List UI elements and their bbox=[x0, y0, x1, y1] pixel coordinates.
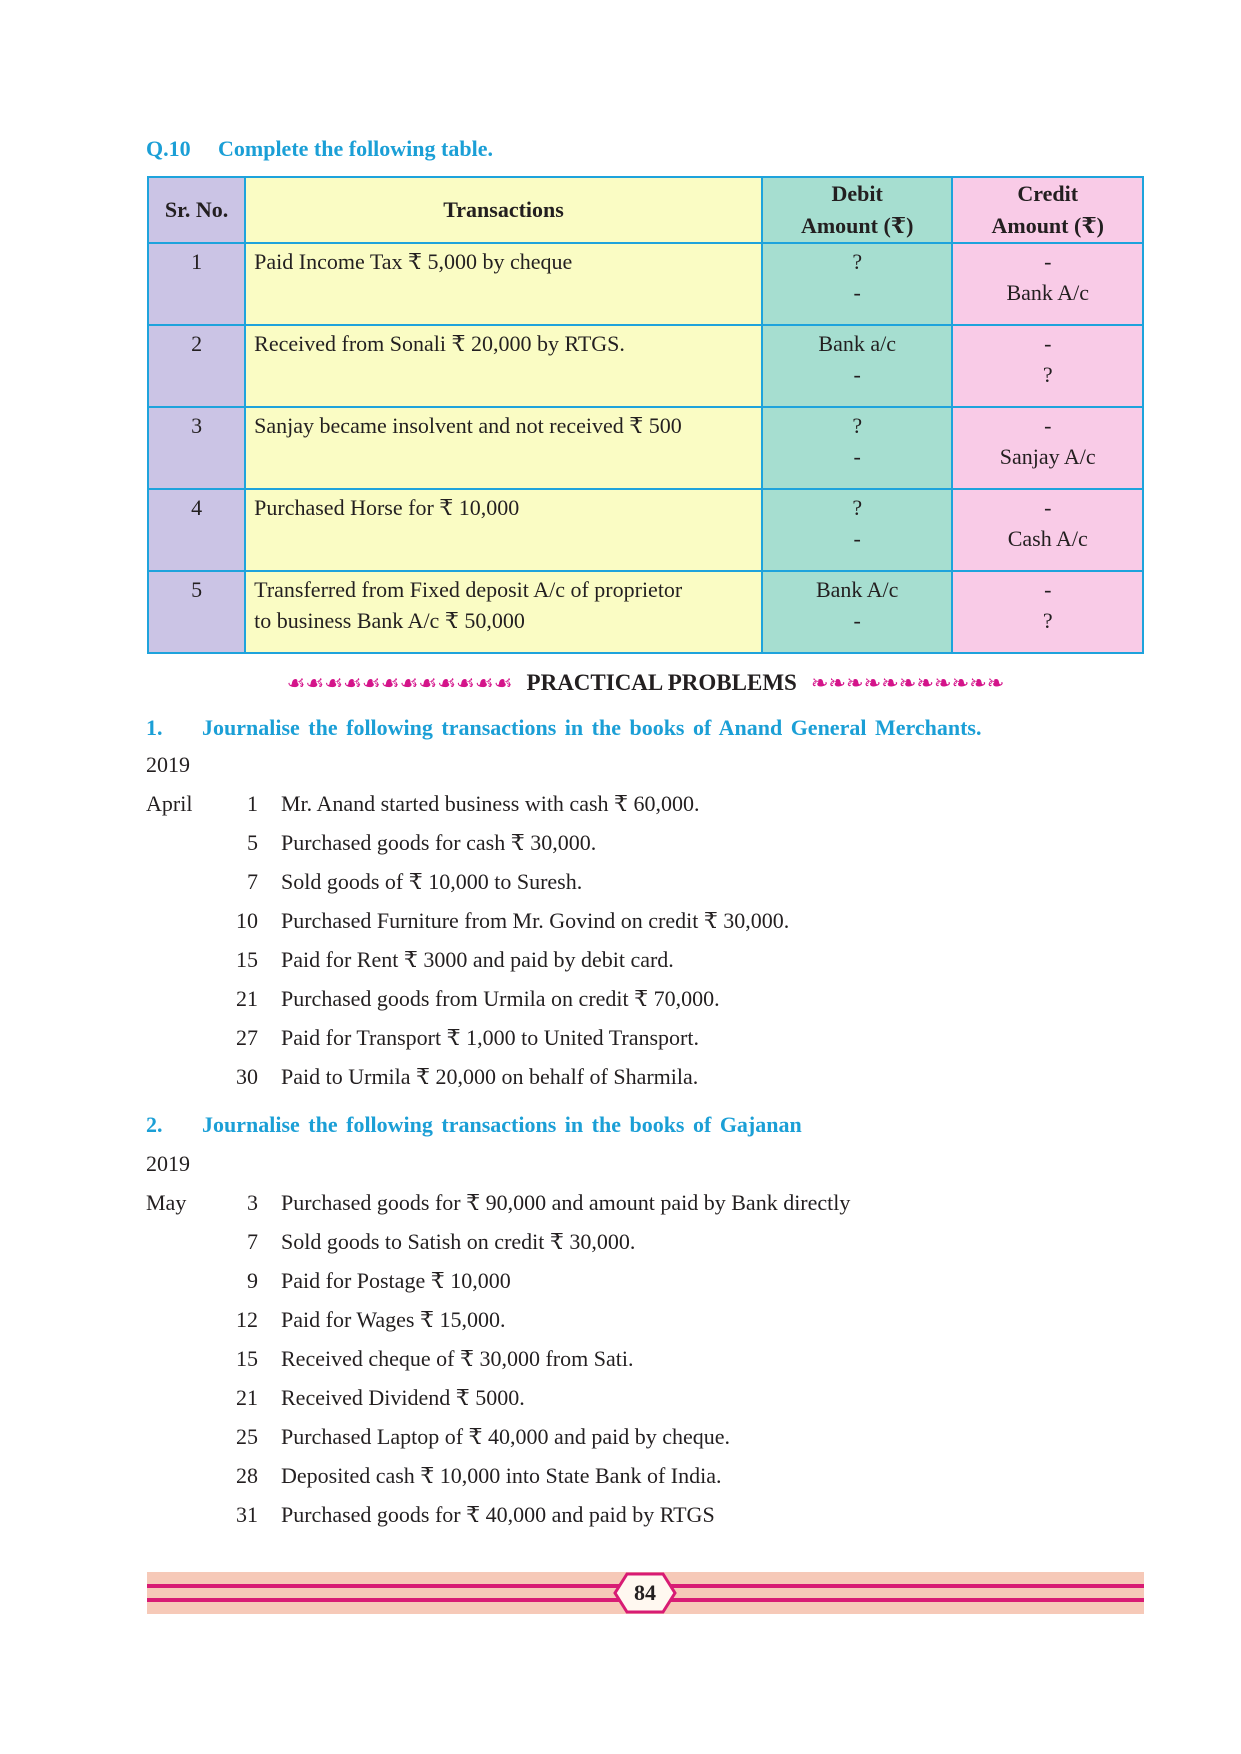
entry-text: Purchased goods for ₹ 90,000 and amount paid by Bank directly bbox=[281, 1190, 851, 1215]
entry-text: Purchased Furniture from Mr. Govind on credit ₹ 30,000. bbox=[281, 908, 790, 933]
entry-day: 5 bbox=[247, 830, 258, 855]
problem1-entries bbox=[146, 791, 1146, 1103]
entry-day: 9 bbox=[247, 1268, 258, 1293]
page-number: 84 bbox=[634, 1580, 656, 1605]
debit-line1: ? bbox=[852, 413, 863, 438]
transactions-table bbox=[147, 176, 1144, 654]
debit-line2: - bbox=[853, 526, 861, 551]
list-item bbox=[146, 830, 1146, 869]
debit-line1: ? bbox=[852, 249, 863, 274]
list-item bbox=[146, 1424, 1146, 1463]
cell-credit bbox=[952, 407, 1143, 489]
page-footer bbox=[147, 1572, 1144, 1614]
problem2-number: 2. bbox=[146, 1112, 163, 1137]
credit-line1: - bbox=[1044, 577, 1052, 602]
list-item bbox=[146, 1025, 1146, 1064]
table-row bbox=[148, 407, 1143, 489]
debit-line2: - bbox=[853, 608, 861, 633]
transaction-line: Transferred from Fixed deposit A/c of proprietor bbox=[254, 577, 683, 602]
debit-line2: - bbox=[853, 362, 861, 387]
cell-sr: 5 bbox=[148, 571, 245, 653]
entry-day: 3 bbox=[247, 1190, 258, 1215]
header-debit-line2: Amount (₹) bbox=[800, 213, 914, 238]
question-text: Complete the following table. bbox=[218, 136, 493, 161]
entry-day: 28 bbox=[236, 1463, 258, 1488]
transaction-line: to business Bank A/c ₹ 50,000 bbox=[254, 608, 525, 633]
entry-day: 15 bbox=[236, 1346, 258, 1371]
list-item bbox=[146, 791, 1146, 830]
table-header-row bbox=[148, 177, 1143, 243]
cell-debit bbox=[762, 325, 953, 407]
cell-sr: 2 bbox=[148, 325, 245, 407]
entry-text: Paid for Rent ₹ 3000 and paid by debit card. bbox=[281, 947, 674, 972]
entry-text: Mr. Anand started business with cash ₹ 60,000. bbox=[281, 791, 700, 816]
entry-day: 31 bbox=[236, 1502, 258, 1527]
entry-day: 21 bbox=[236, 986, 258, 1011]
cell-sr: 3 bbox=[148, 407, 245, 489]
cell-credit bbox=[952, 489, 1143, 571]
list-item bbox=[146, 1307, 1146, 1346]
ornament-right-icon: ❧❧❧❧❧❧❧❧❧❧❧ bbox=[810, 670, 1005, 695]
entry-day: 27 bbox=[236, 1025, 258, 1050]
entry-day: 21 bbox=[236, 1385, 258, 1410]
cell-transaction bbox=[245, 243, 762, 325]
transaction-line: Paid Income Tax ₹ 5,000 by cheque bbox=[254, 249, 573, 274]
ornament-left-icon: ☙☙☙☙☙☙☙☙☙☙☙☙ bbox=[286, 670, 513, 695]
entry-text: Received Dividend ₹ 5000. bbox=[281, 1385, 525, 1410]
problem2-title: Journalise the following transactions in the books of Gajanan bbox=[202, 1112, 802, 1137]
credit-line1: - bbox=[1044, 331, 1052, 356]
entry-day: 10 bbox=[236, 908, 258, 933]
list-item bbox=[146, 986, 1146, 1025]
transaction-line: Received from Sonali ₹ 20,000 by RTGS. bbox=[254, 331, 625, 356]
table-row bbox=[148, 571, 1143, 653]
credit-line1: - bbox=[1044, 495, 1052, 520]
header-sr-no: Sr. No. bbox=[148, 177, 245, 243]
credit-line2: ? bbox=[1042, 362, 1053, 387]
debit-line1: ? bbox=[852, 495, 863, 520]
cell-debit bbox=[762, 489, 953, 571]
header-debit bbox=[762, 177, 953, 243]
cell-sr: 1 bbox=[148, 243, 245, 325]
cell-transaction bbox=[245, 325, 762, 407]
cell-credit bbox=[952, 243, 1143, 325]
cell-transaction bbox=[245, 407, 762, 489]
entry-month: April bbox=[146, 791, 193, 816]
list-item bbox=[146, 1502, 1146, 1541]
list-item bbox=[146, 1268, 1146, 1307]
header-credit-line2: Amount (₹) bbox=[991, 213, 1104, 238]
header-transactions: Transactions bbox=[245, 177, 762, 243]
entry-day: 7 bbox=[247, 1229, 258, 1254]
entry-text: Sold goods to Satish on credit ₹ 30,000. bbox=[281, 1229, 636, 1254]
practical-problems-banner bbox=[147, 666, 1144, 700]
question-number: Q.10 bbox=[146, 136, 191, 161]
debit-line1: Bank A/c bbox=[815, 577, 899, 602]
credit-line1: - bbox=[1044, 413, 1052, 438]
entry-month: May bbox=[146, 1190, 187, 1215]
problem1-heading bbox=[146, 715, 981, 741]
credit-line2: Bank A/c bbox=[1006, 280, 1089, 305]
entry-day: 12 bbox=[236, 1307, 258, 1332]
cell-debit bbox=[762, 407, 953, 489]
table-row bbox=[148, 243, 1143, 325]
credit-line2: Sanjay A/c bbox=[999, 444, 1096, 469]
practical-problems-title: PRACTICAL PROBLEMS bbox=[526, 670, 797, 695]
cell-sr: 4 bbox=[148, 489, 245, 571]
cell-credit bbox=[952, 571, 1143, 653]
entry-text: Purchased Laptop of ₹ 40,000 and paid by cheque. bbox=[281, 1424, 730, 1449]
entry-day: 30 bbox=[236, 1064, 258, 1089]
cell-transaction bbox=[245, 571, 762, 653]
credit-line1: - bbox=[1044, 249, 1052, 274]
list-item bbox=[146, 1463, 1146, 1502]
debit-line2: - bbox=[853, 444, 861, 469]
entry-day: 1 bbox=[247, 791, 258, 816]
credit-line2: Cash A/c bbox=[1007, 526, 1088, 551]
problem1-year: 2019 bbox=[146, 752, 190, 777]
entry-text: Purchased goods for ₹ 40,000 and paid by RTGS bbox=[281, 1502, 715, 1527]
entry-day: 7 bbox=[247, 869, 258, 894]
problem2-entries bbox=[146, 1190, 1146, 1541]
question-heading bbox=[146, 136, 493, 162]
entry-text: Purchased goods from Urmila on credit ₹ 70,000. bbox=[281, 986, 720, 1011]
entry-text: Paid for Wages ₹ 15,000. bbox=[281, 1307, 506, 1332]
list-item bbox=[146, 869, 1146, 908]
list-item bbox=[146, 1229, 1146, 1268]
entry-text: Paid for Postage ₹ 10,000 bbox=[281, 1268, 511, 1293]
list-item bbox=[146, 947, 1146, 986]
entry-day: 15 bbox=[236, 947, 258, 972]
entry-text: Paid for Transport ₹ 1,000 to United Transport. bbox=[281, 1025, 699, 1050]
header-debit-line1: Debit bbox=[831, 181, 883, 206]
list-item bbox=[146, 1385, 1146, 1424]
header-credit bbox=[952, 177, 1143, 243]
problem2-year: 2019 bbox=[146, 1151, 190, 1176]
debit-line2: - bbox=[853, 280, 861, 305]
problem1-number: 1. bbox=[146, 715, 163, 740]
list-item bbox=[146, 908, 1146, 947]
transaction-line: Purchased Horse for ₹ 10,000 bbox=[254, 495, 520, 520]
cell-debit bbox=[762, 243, 953, 325]
problem1-title: Journalise the following transactions in the books of Anand General Merchants. bbox=[202, 715, 982, 740]
entry-day: 25 bbox=[236, 1424, 258, 1449]
cell-transaction bbox=[245, 489, 762, 571]
list-item bbox=[146, 1346, 1146, 1385]
table-row bbox=[148, 325, 1143, 407]
problem2-heading bbox=[146, 1112, 802, 1138]
entry-text: Paid to Urmila ₹ 20,000 on behalf of Sharmila. bbox=[281, 1064, 699, 1089]
entry-text: Purchased goods for cash ₹ 30,000. bbox=[281, 830, 597, 855]
list-item bbox=[146, 1064, 1146, 1103]
entry-text: Received cheque of ₹ 30,000 from Sati. bbox=[281, 1346, 634, 1371]
entry-text: Sold goods of ₹ 10,000 to Suresh. bbox=[281, 869, 583, 894]
entry-text: Deposited cash ₹ 10,000 into State Bank of India. bbox=[281, 1463, 722, 1488]
list-item bbox=[146, 1190, 1146, 1229]
header-credit-line1: Credit bbox=[1017, 181, 1079, 206]
cell-credit bbox=[952, 325, 1143, 407]
credit-line2: ? bbox=[1042, 608, 1053, 633]
cell-debit bbox=[762, 571, 953, 653]
transaction-line: Sanjay became insolvent and not received ₹ 500 bbox=[254, 413, 682, 438]
debit-line1: Bank a/c bbox=[818, 331, 896, 356]
table-row bbox=[148, 489, 1143, 571]
